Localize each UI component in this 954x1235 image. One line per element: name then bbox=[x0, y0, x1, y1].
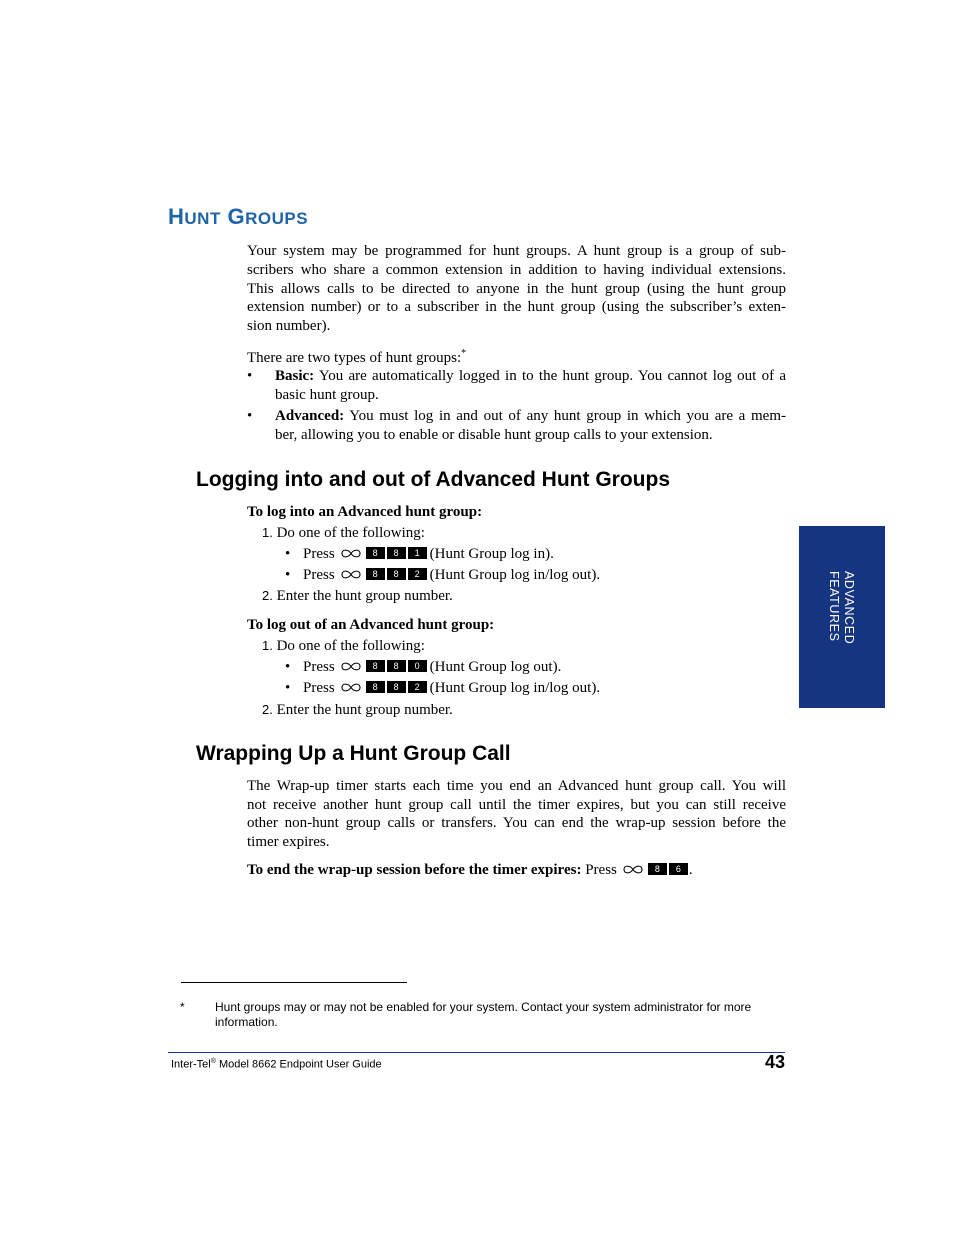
key-0: 0 bbox=[408, 660, 427, 672]
feature-infinity-icon bbox=[339, 682, 363, 693]
key-8: 8 bbox=[387, 660, 406, 672]
login-option-881: • Press 8 8 1 (Hunt Group log in). bbox=[285, 546, 554, 562]
logout-step-2: 2. Enter the hunt group number. bbox=[262, 702, 453, 718]
login-step-1: 1. Do one of the following: bbox=[262, 525, 425, 541]
bullet-basic: • Basic: You are automatically logged in to the hunt group. You cannot log out of a basic hunt group. bbox=[247, 368, 786, 403]
key-2: 2 bbox=[408, 568, 427, 580]
wrapup-line-1: The Wrap-up timer starts each time you end an Advanced hunt group call. You will bbox=[247, 778, 786, 794]
key-8: 8 bbox=[648, 863, 667, 875]
key-8: 8 bbox=[387, 681, 406, 693]
footer-guide-title: Inter-Tel® Model 8662 Endpoint User Guide bbox=[171, 1058, 382, 1071]
feature-infinity-icon bbox=[339, 548, 363, 559]
key-8: 8 bbox=[366, 547, 385, 559]
key-6: 6 bbox=[669, 863, 688, 875]
key-1: 1 bbox=[408, 547, 427, 559]
key-8: 8 bbox=[366, 660, 385, 672]
footnote-line-1: Hunt groups may or may not be enabled for your system. Contact your system administrator for more bbox=[215, 1000, 752, 1014]
section-heading-logging: Logging into and out of Advanced Hunt Groups bbox=[196, 468, 670, 491]
intro-line-5: sion number). bbox=[247, 318, 331, 334]
key-2: 2 bbox=[408, 681, 427, 693]
bullet-icon: • bbox=[247, 368, 253, 384]
bullet-icon: • bbox=[285, 659, 291, 675]
types-intro: There are two types of hunt groups:* bbox=[247, 348, 467, 366]
bullet-advanced: • Advanced: You must log in and out of any hunt group in which you are a mem- ber, allowing you to enable or disable hunt group calls to your extension. bbox=[247, 408, 786, 443]
key-8: 8 bbox=[387, 547, 406, 559]
side-tab-line-1: ADVANCED bbox=[842, 571, 856, 645]
bullet-icon: • bbox=[285, 546, 291, 562]
login-option-882: • Press 8 8 2 (Hunt Group log in/log out). bbox=[285, 567, 601, 583]
page-title: HUNT GROUPS bbox=[168, 204, 309, 229]
footnote-ref[interactable]: * bbox=[461, 348, 467, 359]
key-8: 8 bbox=[366, 681, 385, 693]
login-step-2: 2. Enter the hunt group number. bbox=[262, 588, 453, 604]
procedure-heading-logout: To log out of an Advanced hunt group: bbox=[247, 617, 495, 633]
footnote-line-2: information. bbox=[215, 1015, 278, 1029]
feature-infinity-icon bbox=[339, 661, 363, 672]
side-tab-line-2: FEATURES bbox=[827, 571, 841, 642]
wrapup-line-2: not receive another hunt group call until the timer expires, but you can still receive bbox=[247, 797, 786, 813]
logout-option-880: • Press 8 8 0 (Hunt Group log out). bbox=[285, 659, 562, 675]
intro-line-2: scribers who share a common extension in addition to having individual extensions. bbox=[247, 262, 786, 278]
footnote-mark: * bbox=[180, 1000, 185, 1014]
intro-line-1: Your system may be programmed for hunt groups. A hunt group is a group of sub- bbox=[247, 243, 786, 259]
bullet-icon: • bbox=[247, 408, 253, 424]
footnote-divider bbox=[181, 982, 407, 983]
wrapup-line-4: timer expires. bbox=[247, 834, 330, 850]
page-number: 43 bbox=[764, 1052, 785, 1072]
feature-infinity-icon bbox=[339, 569, 363, 580]
wrapup-end-instruction: To end the wrap-up session before the timer expires: Press 8 6 . bbox=[247, 862, 693, 878]
procedure-heading-login: To log into an Advanced hunt group: bbox=[247, 504, 483, 520]
feature-infinity-icon bbox=[621, 864, 645, 875]
key-8: 8 bbox=[387, 568, 406, 580]
bullet-icon: • bbox=[285, 567, 291, 583]
footer-divider bbox=[168, 1052, 785, 1053]
logout-option-882: • Press 8 8 2 (Hunt Group log in/log out). bbox=[285, 680, 601, 696]
key-8: 8 bbox=[366, 568, 385, 580]
wrapup-line-3: other non-hunt group calls or transfers. You can end the wrap-up session before the bbox=[247, 815, 786, 831]
section-side-tab bbox=[799, 526, 885, 708]
section-heading-wrapup: Wrapping Up a Hunt Group Call bbox=[196, 742, 511, 765]
intro-line-3: This allows calls to be directed to anyone in the hunt group (using the hunt group bbox=[247, 281, 786, 297]
intro-line-4: extension number) or to a subscriber in the hunt group (using the subscriber’s exten- bbox=[247, 299, 786, 315]
logout-step-1: 1. Do one of the following: bbox=[262, 638, 425, 654]
bullet-icon: • bbox=[285, 680, 291, 696]
